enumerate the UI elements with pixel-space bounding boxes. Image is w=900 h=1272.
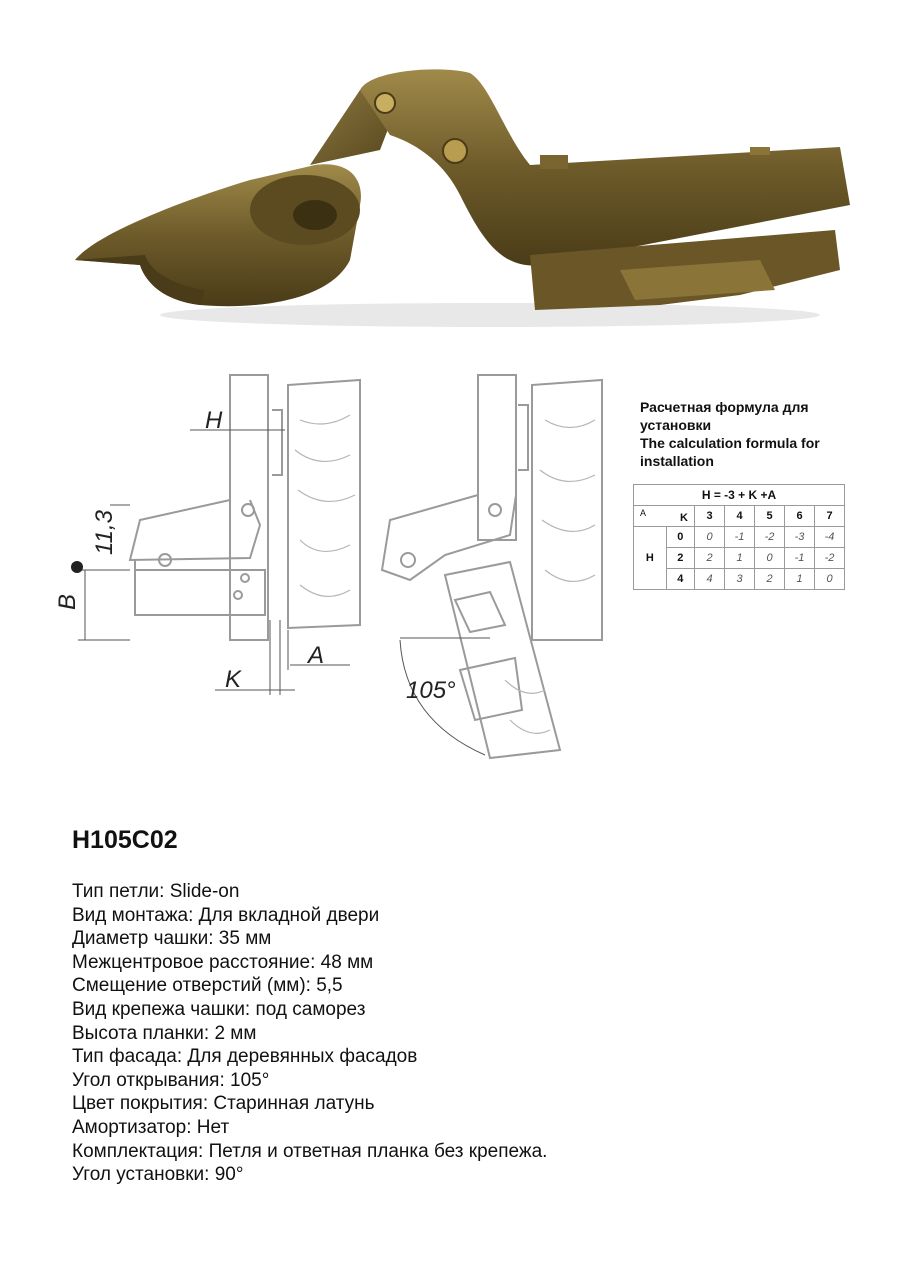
label-dimension: 11,3 [91, 510, 118, 555]
spec-line: Межцентровое расстояние: 48 мм [72, 951, 374, 973]
table-cell: -2 [755, 527, 785, 548]
k-value: 7 [815, 506, 845, 527]
formula-equation: H = -3 + K +A [634, 485, 845, 506]
k-value: 6 [785, 506, 815, 527]
hinge-photo [60, 55, 860, 345]
table-cell: -2 [815, 548, 845, 569]
h-value: 0 [666, 527, 694, 548]
spec-line: Угол открывания: 105° [72, 1069, 270, 1091]
formula-title-en-2: installation [640, 453, 714, 469]
specs-list [72, 880, 547, 1187]
label-k: K [225, 666, 242, 693]
formula-title-ru-2: установки [640, 417, 712, 433]
table-cell: 0 [695, 527, 725, 548]
label-angle: 105° [406, 677, 456, 704]
table-cell: 2 [695, 548, 725, 569]
formula-caption [640, 398, 860, 470]
spec-line: Диаметр чашки: 35 мм [72, 928, 272, 950]
spec-line: Комплектация: Петля и ответная планка без крепежа. [72, 1140, 548, 1162]
table-cell: 1 [725, 548, 755, 569]
table-cell: 2 [755, 569, 785, 590]
spec-line: Вид крепежа чашки: под саморез [72, 998, 366, 1020]
label-a: A [308, 642, 325, 669]
table-corner [634, 506, 695, 527]
product-code: H105C02 [72, 826, 178, 854]
table-cell: 0 [755, 548, 785, 569]
spec-line: Вид монтажа: Для вкладной двери [72, 904, 380, 926]
spec-line: Тип фасада: Для деревянных фасадов [72, 1046, 418, 1068]
label-b: B [54, 593, 81, 610]
table-cell: -1 [785, 548, 815, 569]
k-value: 3 [695, 506, 725, 527]
spec-line: Цвет покрытия: Старинная латунь [72, 1093, 375, 1115]
spec-line: Угол установки: 90° [72, 1164, 244, 1186]
h-label: H [634, 527, 667, 590]
table-cell: 1 [785, 569, 815, 590]
label-h: H [205, 407, 223, 434]
formula-title-en-1: The calculation formula for [640, 435, 820, 451]
table-cell: -3 [785, 527, 815, 548]
table-cell: -1 [725, 527, 755, 548]
h-value: 2 [666, 548, 694, 569]
table-cell: 4 [695, 569, 725, 590]
spec-line: Амортизатор: Нет [72, 1116, 230, 1138]
k-value: 4 [725, 506, 755, 527]
corner-k: K [680, 512, 688, 524]
spec-line: Тип петли: Slide-on [72, 881, 240, 902]
spec-line: Смещение отверстий (мм): 5,5 [72, 975, 343, 997]
h-value: 4 [666, 569, 694, 590]
table-cell: 3 [725, 569, 755, 590]
corner-a: A [640, 508, 647, 518]
calculation-table [633, 484, 845, 590]
formula-title-ru-1: Расчетная формула для [640, 399, 809, 415]
installation-diagram [50, 360, 630, 780]
table-cell: -4 [815, 527, 845, 548]
k-value: 5 [755, 506, 785, 527]
spec-line: Высота планки: 2 мм [72, 1022, 257, 1044]
table-cell: 0 [815, 569, 845, 590]
